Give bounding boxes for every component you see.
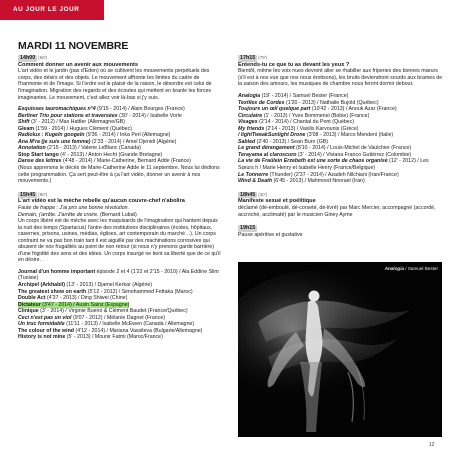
time-badge: 15h45 — [20, 191, 36, 198]
film-title: The colour of the wind — [18, 327, 74, 334]
film-title: Wind & Death — [238, 178, 273, 185]
film-details: (5'12 - 2012) / Simohammed Fettaka (Maroc) — [86, 288, 193, 295]
film-details: (3'47 - 2014) / Ausin Sainz (Espagne) — [40, 301, 130, 308]
right-column — [238, 55, 443, 245]
film-details: (4'12 - 2014) / Mariana Vassileva (Bulgarie/Allemagne) — [74, 327, 203, 334]
time-badge: 19h15 — [240, 225, 256, 232]
film-title: Le Tonnerre — [238, 171, 269, 178]
time-badge: 18h45 — [240, 191, 256, 198]
time-badge: 17h15 — [240, 55, 256, 61]
quote-author: (Bernard Lubat) — [98, 211, 137, 218]
program-description: Bientôt, même les voix nues devront aller se rhabiller aux friperies des bonnes mœurs (s'il est à nos vue que nos nous érotisons), les bruits deviendront sourds aux brames de la saison des amours, les musiques de chambre nous feront dormir debout. — [238, 68, 443, 88]
film-title: Terayama al claroscuro — [238, 151, 297, 158]
film-list — [18, 106, 223, 165]
film-title: La vie de Fraülein Erzebeth est une sorte de chaos organisé — [238, 158, 388, 165]
film-details: (3' - 2014) / Virginie Bueno & Clément Baudet (France/Québec) — [38, 308, 188, 315]
film-details: (8'10 - 2014) / Louis-Michel de Vaulchier (France) — [294, 145, 412, 152]
film-details: (4' - 2013) / Anton Hecht (Grande Bretagne) — [58, 151, 163, 158]
film-details: (1'20 - 2013) / Nathalie Bujold (Québec) — [284, 99, 379, 106]
film-details: (4'48 - 2014) / Marie-Catherine, Bernard Adde (France) — [61, 158, 191, 165]
film-title: Double Act — [18, 295, 46, 302]
program-description: déclamé (dé-emboulé, dé-corseté, dé-livré) par Marc Mercier, accompagné (accordé, accroché, acclimaté) par le musicien Giney Ayme — [238, 204, 436, 218]
film-details: (1'59 - 2014) / Hugues Clément (Québec) — [34, 125, 132, 132]
film-title: History is not mine — [18, 334, 66, 341]
film-details: (30' - 2014) / Isabelle Vorle — [117, 112, 182, 119]
film-title: Dictateur — [18, 301, 41, 308]
program-title: L'art vidéo est la mèche rebelle qu'aucun couvre-chef n'abolira — [18, 198, 185, 205]
section-header-label: AU JOUR LE JOUR — [13, 6, 80, 13]
film-still-photo — [238, 262, 442, 437]
program-title: Manifeste sexué et poélitique — [238, 198, 316, 205]
dedication-note: (Nous apprenons le décès de Marie-Catherine Adde le 11 septembre. Nous lui dédions cette programmation. Ça sert peut-être à ça l'art vidéo, donner un avenir à nos mouvements.) — [18, 165, 220, 185]
film-details: (2'15 - 2013) / Valerie LeBlanc (Canada) — [45, 145, 141, 152]
film-title: Esquisses tauromachiques n°4 — [18, 106, 96, 113]
film-details: (5' - 2013) / Mounir Fatmi (Maroc/France) — [65, 334, 163, 341]
film-title: Radiolux : Kugeln googeln — [18, 132, 85, 139]
program-block-1545 — [18, 192, 223, 341]
duration: (30') — [258, 191, 268, 197]
film-details: (2'40 - 2013) / Sean Burn (GB) — [255, 138, 329, 145]
film-title: Ceci n'est pas un viol — [18, 314, 72, 321]
page-number: 12 — [429, 442, 435, 448]
program-title: Comment donner un avenir aux mouvements — [18, 61, 138, 68]
film-title: Un truc formidable — [18, 321, 65, 328]
film-details: (Thunder) (2'37 - 2014) / Azadeh Nilchiani (Iran/France) — [268, 171, 399, 178]
film-details: (9'15 - 2014) / Alain Bourges (France) — [95, 106, 185, 113]
film-title: Berliner Trio pour stations et traversées — [18, 112, 118, 119]
film-title: Clinique — [18, 308, 39, 315]
film-title: Shift — [18, 119, 30, 126]
film-title: Analogia — [238, 92, 261, 99]
film-title: My friends — [238, 125, 265, 132]
program-title: Entends-tu ce que tu as devant les yeux ? — [238, 61, 350, 68]
film-title: Stop Start tango — [18, 151, 59, 158]
time-badge: 14h00 — [20, 55, 36, 61]
film-title: Ana M'ra (je suis une femme) — [18, 138, 91, 145]
film-title: Circulaire — [238, 112, 263, 119]
film-details: (2'14 - 2014) / Chantal du Pont (Québec) — [257, 119, 355, 126]
film-entry — [18, 334, 223, 341]
film-entry — [238, 158, 443, 171]
film-entry — [238, 178, 443, 185]
film-title: Gleam — [18, 125, 35, 132]
film-details: (9'07 - 2012) / Mélanie Dagnet (France) — [71, 314, 165, 321]
program-block-1715 — [238, 55, 443, 185]
film-title: Archipel (Arkhabil) — [18, 282, 65, 288]
film-details: (3' - 2014) / Viviana Franco Gutiérrez (Colombie) — [296, 151, 412, 158]
program-block-1915 — [238, 225, 443, 238]
film-title: Annotation — [18, 145, 46, 152]
duration: (80') — [38, 191, 48, 197]
program-title: Pause apéritive et gustative — [238, 231, 303, 238]
film-title: Textiles de Cordes — [238, 99, 285, 106]
film-details: (11'11 - 2013) / Isabelle McEwen (Canada / Allemagne) — [64, 321, 195, 328]
film-title: Journal d'un homme important — [18, 268, 96, 275]
film-details: (19' - 2014) / Samuel Bester (France) — [260, 92, 349, 99]
left-column — [18, 55, 223, 348]
caption-title: Analogia — [384, 266, 405, 271]
duration: (68') — [38, 55, 48, 60]
program-block-1400 — [18, 55, 223, 185]
program-description: L'art vidéo et le jardin (pas d'Eden) où se cultivent les mouvements perpétuels des corps, des désirs et des objets. Le mouvement affronte les limites du cadre de l'harmonie et de l'image. Si l'ordre est le plaisir de la raison, le désordre est celui de l'imagination. Migration des regards et des écoutes qui mettent en branle les forces imaginantes. Le mouvement, c'est allez voir là-bas si j'y suis. — [18, 68, 212, 101]
quote-line: Faute de frappe : J'ai pris une bonne révolution. — [18, 204, 130, 211]
film-entry — [18, 269, 223, 282]
program-description: Un corps libéré est de mèche avec les maquisards de l'imagination qui hantent depuis la nuit des temps (Spartacus) l'antre des institutions disciplinaires (écoles, hôpitaux, casernes, prisons, usines, médias, églises, art contemporain du marché…). Un corps contraint ne va pas bon train tant il est aiguillé par des machinations corrosives qui abusent de nos frugalités au point de non retour (si nous n'y prenons garde barrière) d'une frigidité des sens et des idées. Un corps insurgé ne tient sa liberté que de ce qu'il en désire. — [18, 218, 221, 264]
film-details: (2'33 - 2014) / Amel Djenidi (Algérie) — [90, 138, 177, 145]
film-details: (6'45 - 2013) / Mahmood Noorael (Iran) — [272, 178, 365, 185]
section-header-band — [0, 0, 104, 20]
film-details: (3' - 2012) / Max Hattler (Allemagne/GB) — [29, 119, 125, 126]
film-title: Visages — [238, 119, 258, 126]
film-title: Toujours un œil quelque part — [238, 106, 311, 113]
film-list — [18, 269, 223, 341]
duration: (79') — [258, 55, 268, 60]
film-details: (2'14 - 2013) / Vasilis Karvounis (Grèce) — [264, 125, 359, 132]
caption-author: / Samuel Bester — [404, 266, 438, 271]
highlight-mark — [18, 302, 129, 308]
film-details: (1' - 2013) / Yves Bommenel (Bobie) (France) — [262, 112, 370, 119]
film-title: The greatest show on earth — [18, 288, 87, 295]
quote-text: Demain, j'arrête. J'arrête de croire. — [18, 211, 99, 218]
film-title: Danse des lettres — [18, 158, 62, 165]
film-list — [238, 93, 443, 185]
film-title: Sabled — [238, 138, 256, 145]
film-details: (3'08 - 2013) / Marco Mendeni (Italie) — [305, 132, 394, 139]
dancer-silhouette-illustration — [238, 262, 442, 437]
film-details: (13' - 2013) / Djamel Kerkar (Algérie) — [64, 282, 153, 288]
film-details: épisode 2 et 4 (1'22 et 2'15 - 2010) / Ala Eddine Slim (Tunisie) — [18, 268, 219, 282]
film-details: (9'36 - 2014) / Inka Perl (Allemagne) — [84, 132, 171, 139]
film-details: (4'37 - 2013) / Ding Shiwei (Chine) — [45, 295, 128, 302]
page-title: MARDI 11 NOVEMBRE — [18, 40, 129, 52]
program-block-1845 — [238, 192, 443, 218]
film-details: (12' - 2012) / Les Sœurs h / Marie Henry et Isabelle Henry (France/Belgique) — [238, 158, 429, 171]
film-title: Le grand dérangement — [238, 145, 295, 152]
film-title: / lightTweakSunlight Drone — [238, 132, 306, 139]
photo-caption — [385, 266, 438, 271]
film-details: (10'42 - 2013) / Anouk Azar (France) — [310, 106, 397, 113]
